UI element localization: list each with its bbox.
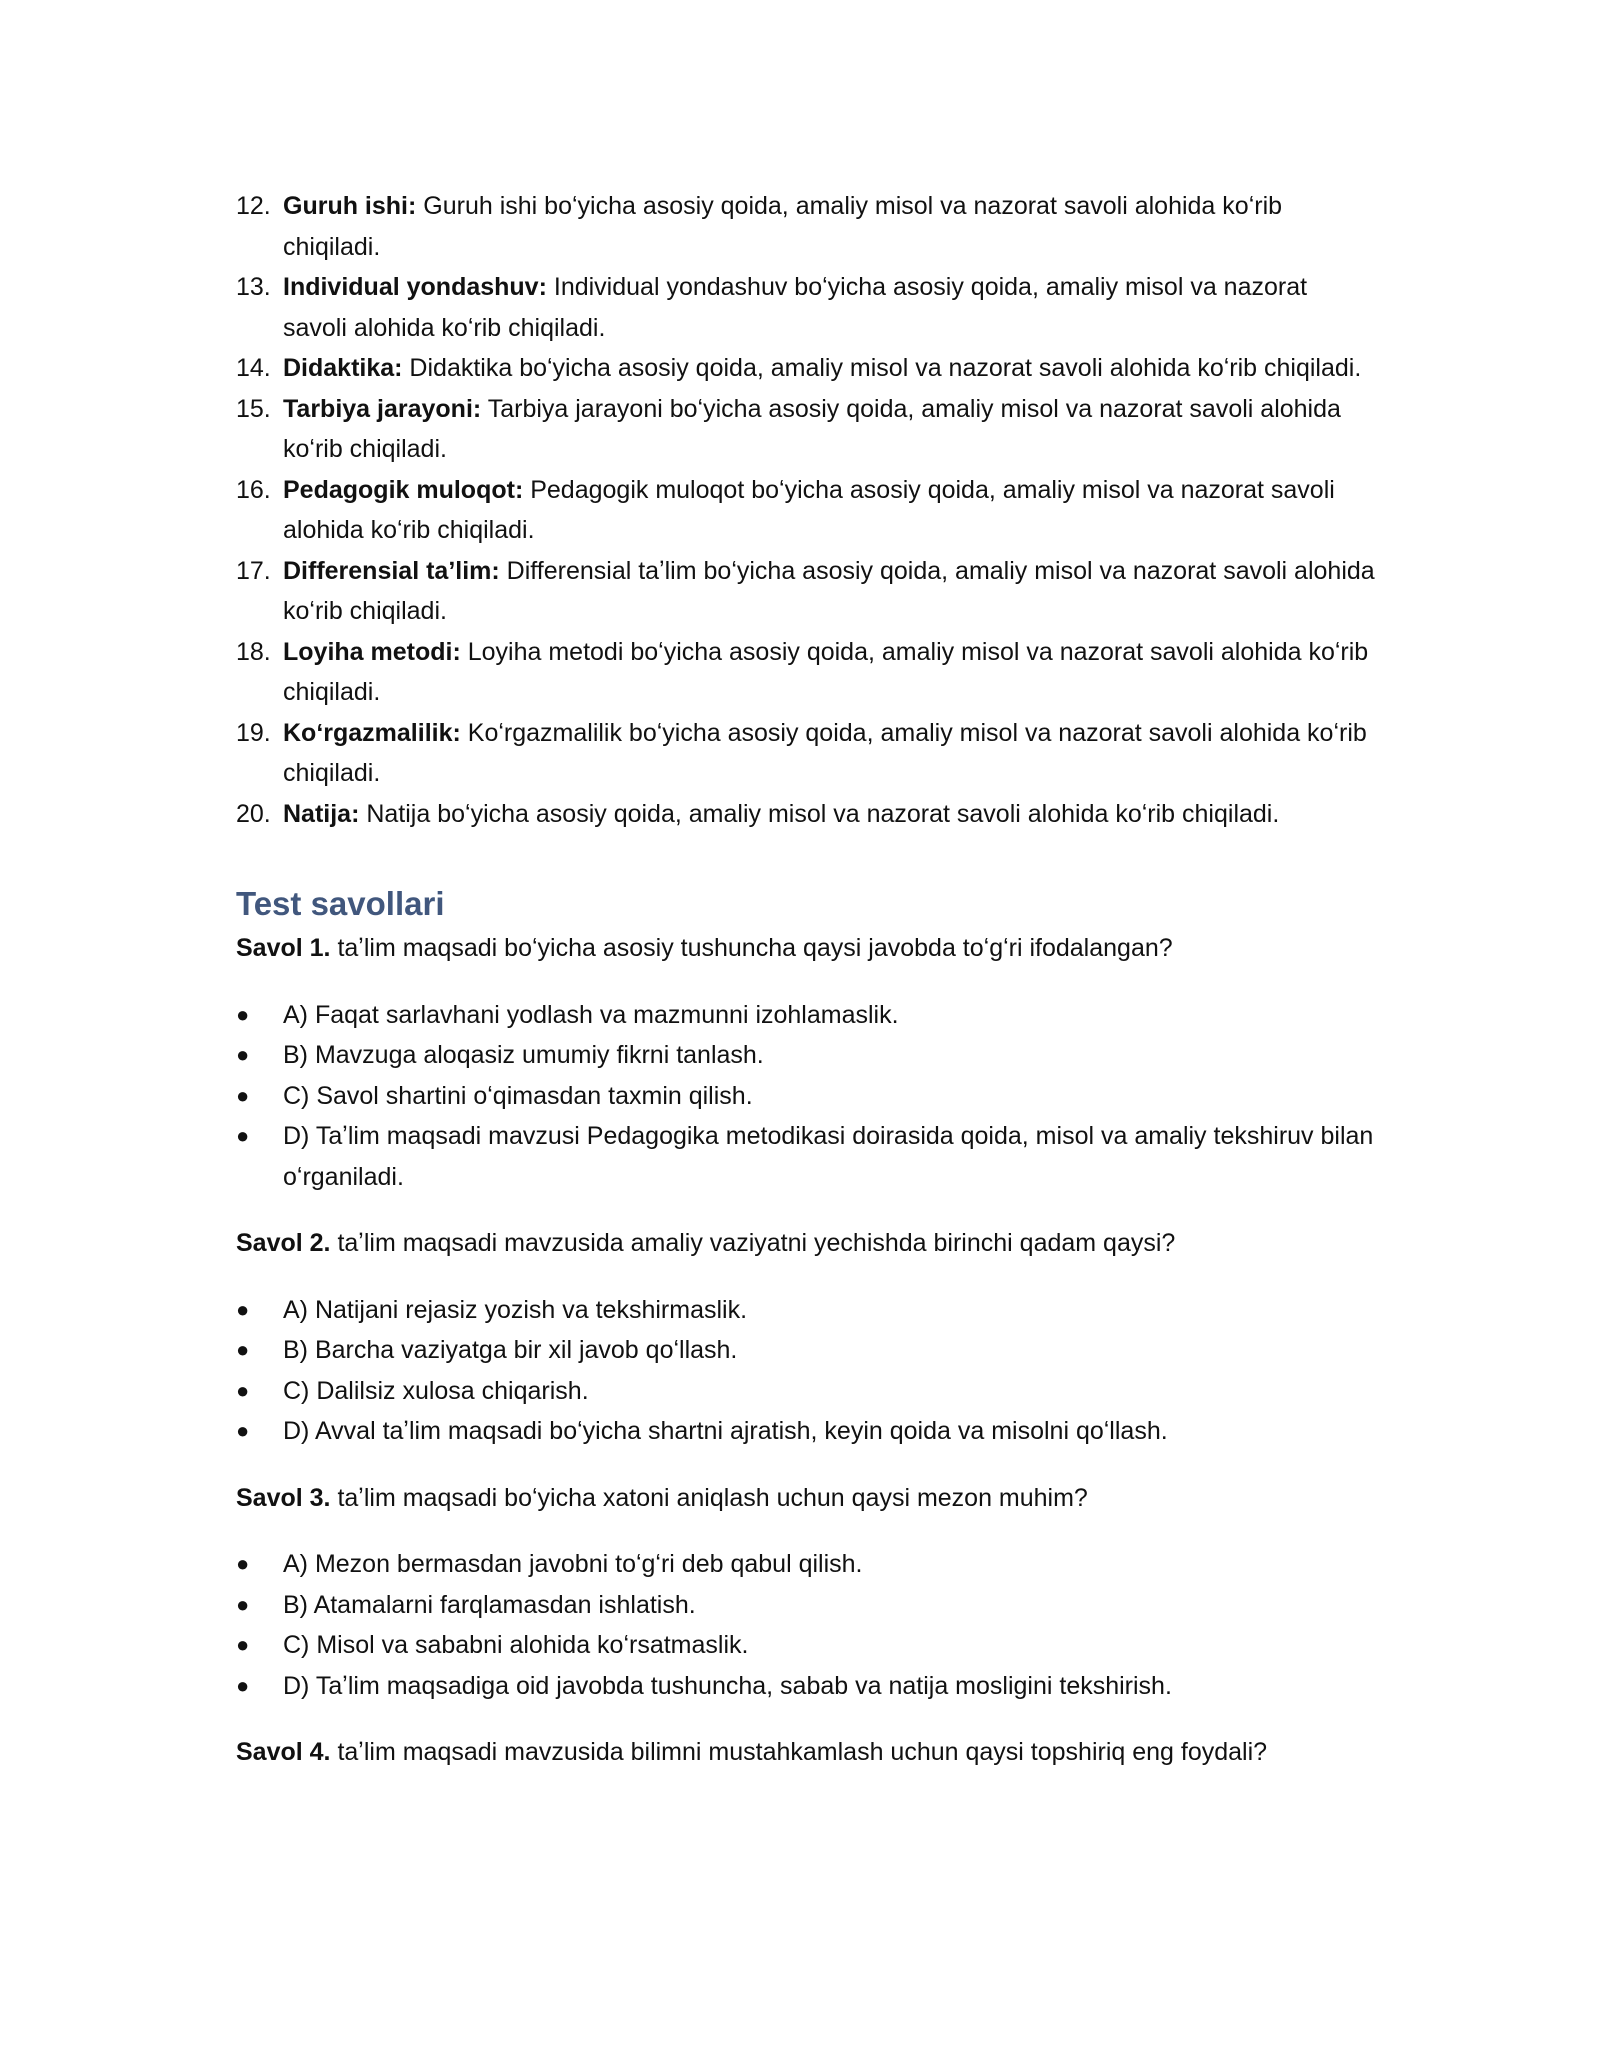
list-item xyxy=(236,551,1376,632)
bullet-icon: ● xyxy=(236,1337,250,1362)
option-text: B) Mavzuga aloqasiz umumiy fikrni tanlash. xyxy=(283,1041,764,1069)
bullet-icon: ● xyxy=(236,1632,250,1657)
option-text: D) Taʼlim maqsadi mavzusi Pedagogika metodikasi doirasida qoida, misol va amaliy tekshiruv bilan oʻrganiladi. xyxy=(283,1122,1374,1191)
option-text: B) Atamalarni farqlamasdan ishlatish. xyxy=(283,1590,696,1619)
bullet-icon: ● xyxy=(236,1042,250,1067)
answer-option xyxy=(236,1625,1376,1666)
answer-options xyxy=(236,995,1376,1198)
item-title: Pedagogik muloqot: xyxy=(283,475,524,504)
answer-option xyxy=(236,1585,1376,1626)
question xyxy=(236,1478,1376,1519)
item-number: 17. xyxy=(236,556,271,585)
item-title: Differensial taʼlim: xyxy=(283,556,500,585)
item-number: 19. xyxy=(236,718,271,747)
question-text: taʼlim maqsadi mavzusida bilimni mustahkamlash uchun qaysi topshiriq eng foydali? xyxy=(330,1738,1268,1766)
question-text: taʼlim maqsadi mavzusida amaliy vaziyatni yechishda birinchi qadam qaysi? xyxy=(330,1229,1176,1257)
bullet-icon: ● xyxy=(236,1296,250,1322)
list-item xyxy=(236,713,1376,794)
answer-options xyxy=(236,1290,1376,1452)
item-text: Differensial taʼlim boʻyicha asosiy qoida, amaliy misol va nazorat savoli alohida koʻrib chiqiladi. xyxy=(283,556,1375,625)
list-item xyxy=(236,470,1376,551)
item-number: 18. xyxy=(236,637,271,666)
list-item xyxy=(236,632,1376,713)
item-text: Natija boʻyicha asosiy qoida, amaliy misol va nazorat savoli alohida koʻrib chiqiladi. xyxy=(359,799,1280,828)
question-label: Savol 2. xyxy=(236,1229,331,1257)
option-text: B) Barcha vaziyatga bir xil javob qoʻllash. xyxy=(283,1336,738,1364)
item-text: Guruh ishi boʻyicha asosiy qoida, amaliy misol va nazorat savoli alohida koʻrib chiqiladi. xyxy=(283,192,1283,261)
bullet-icon: ● xyxy=(236,1123,250,1148)
question-label: Savol 3. xyxy=(236,1483,331,1512)
answer-option xyxy=(236,1116,1376,1197)
item-number: 16. xyxy=(236,475,271,504)
item-text: Pedagogik muloqot boʻyicha asosiy qoida, amaliy misol va nazorat savoli alohida koʻrib chiqiladi. xyxy=(283,475,1335,544)
question-text: taʼlim maqsadi boʻyicha asosiy tushuncha qaysi javobda toʻgʻri ifodalangan? xyxy=(330,934,1173,962)
item-text: Koʻrgazmalilik boʻyicha asosiy qoida, amaliy misol va nazorat savoli alohida koʻrib chiqiladi. xyxy=(283,718,1367,787)
question-label: Savol 1. xyxy=(236,934,331,962)
answer-option xyxy=(236,1371,1376,1412)
question-text: taʼlim maqsadi boʻyicha xatoni aniqlash uchun qaysi mezon muhim? xyxy=(330,1483,1088,1512)
item-number: 20. xyxy=(236,799,271,828)
section-heading: Test savollari xyxy=(236,885,445,922)
question-label: Savol 4. xyxy=(236,1738,331,1766)
answer-option xyxy=(236,995,1376,1036)
item-number: 13. xyxy=(236,273,271,301)
item-text: Tarbiya jarayoni boʻyicha asosiy qoida, amaliy misol va nazorat savoli alohida koʻrib chiqiladi. xyxy=(283,394,1341,463)
answer-option xyxy=(236,1035,1376,1076)
option-text: D) Taʼlim maqsadiga oid javobda tushuncha, sabab va natija mosligini tekshirish. xyxy=(283,1671,1172,1700)
option-text: A) Natijani rejasiz yozish va tekshirmaslik. xyxy=(283,1295,748,1324)
topic-list xyxy=(236,186,1376,834)
bullet-icon: ● xyxy=(236,1418,250,1443)
item-number: 14. xyxy=(236,354,271,382)
option-text: C) Dalilsiz xulosa chiqarish. xyxy=(283,1376,589,1405)
answer-options xyxy=(236,1544,1376,1706)
option-text: D) Avval taʼlim maqsadi boʻyicha shartni ajratish, keyin qoida va misolni qoʻllash. xyxy=(283,1417,1168,1445)
option-text: C) Misol va sababni alohida koʻrsatmaslik. xyxy=(283,1631,749,1659)
answer-option xyxy=(236,1666,1376,1707)
answer-option xyxy=(236,1330,1376,1371)
bullet-icon: ● xyxy=(236,1591,250,1617)
item-title: Guruh ishi: xyxy=(283,192,417,220)
bullet-icon: ● xyxy=(236,1082,250,1108)
list-item xyxy=(236,389,1376,470)
item-number: 15. xyxy=(236,394,271,423)
page-content xyxy=(236,186,1376,1773)
answer-option xyxy=(236,1411,1376,1452)
answer-option xyxy=(236,1544,1376,1585)
answer-option xyxy=(236,1076,1376,1117)
question xyxy=(236,1732,1376,1773)
item-number: 12. xyxy=(236,192,271,220)
option-text: C) Savol shartini oʻqimasdan taxmin qilish. xyxy=(283,1081,753,1110)
item-title: Loyiha metodi: xyxy=(283,637,461,666)
bullet-icon: ● xyxy=(236,1551,250,1576)
item-text: Individual yondashuv boʻyicha asosiy qoida, amaliy misol va nazorat savoli alohida koʻrib chiqiladi. xyxy=(283,273,1308,342)
question xyxy=(236,928,1376,969)
list-item xyxy=(236,186,1376,267)
item-title: Tarbiya jarayoni: xyxy=(283,394,482,423)
option-text: A) Mezon bermasdan javobni toʻgʻri deb qabul qilish. xyxy=(283,1550,863,1578)
answer-option xyxy=(236,1290,1376,1331)
bullet-icon: ● xyxy=(236,1001,250,1027)
list-item xyxy=(236,794,1376,835)
item-text: Loyiha metodi boʻyicha asosiy qoida, amaliy misol va nazorat savoli alohida koʻrib chiqiladi. xyxy=(283,637,1369,706)
list-item xyxy=(236,348,1376,389)
bullet-icon: ● xyxy=(236,1672,250,1698)
item-title: Didaktika: xyxy=(283,354,403,382)
item-title: Individual yondashuv: xyxy=(283,273,547,301)
option-text: A) Faqat sarlavhani yodlash va mazmunni izohlamaslik. xyxy=(283,1000,899,1029)
list-item xyxy=(236,267,1376,348)
item-title: Koʻrgazmalilik: xyxy=(283,718,461,747)
bullet-icon: ● xyxy=(236,1377,250,1403)
item-title: Natija: xyxy=(283,799,360,828)
question xyxy=(236,1223,1376,1264)
item-text: Didaktika boʻyicha asosiy qoida, amaliy misol va nazorat savoli alohida koʻrib chiqiladi. xyxy=(402,354,1362,382)
